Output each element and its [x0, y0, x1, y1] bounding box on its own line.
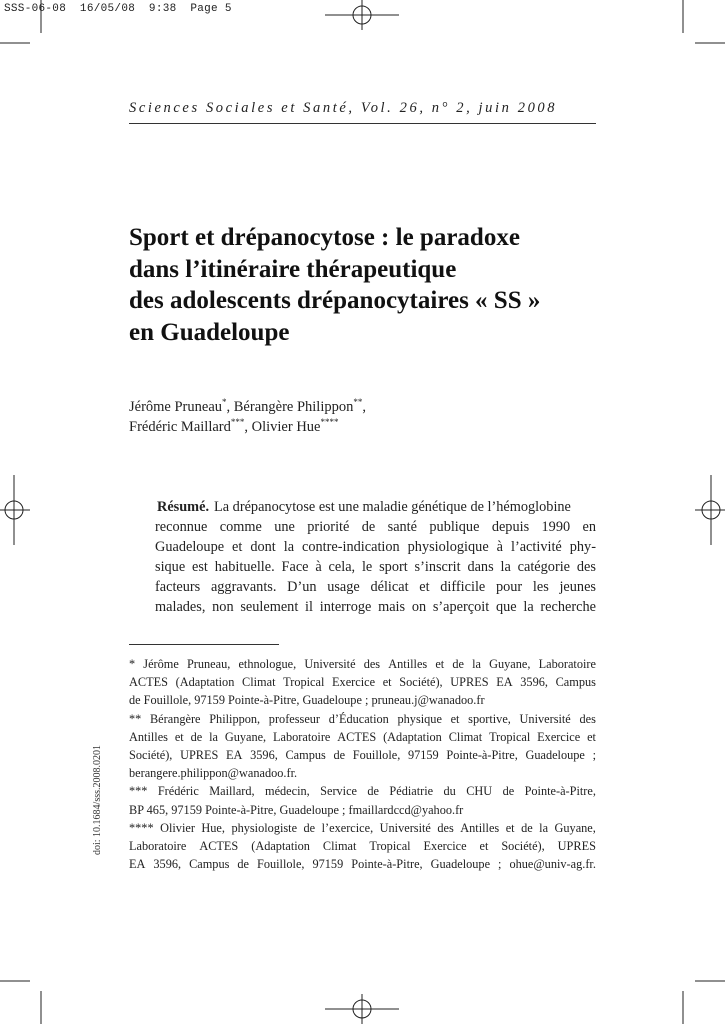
- footnote-line: ACTES (Adaptation Climat Tropical Exercice et Société), UPRES EA 3596, Campus: [129, 675, 596, 690]
- registration-mark-bottom: [325, 994, 399, 1024]
- title-line: en Guadeloupe: [129, 318, 290, 346]
- footnote-line: ** Bérangère Philippon, professeur d’Éducation physique et sportive, Université des: [129, 711, 596, 726]
- registration-mark-right: [695, 475, 725, 545]
- author-name: Olivier Hue: [251, 419, 321, 435]
- footnote-rule: [129, 644, 279, 645]
- abstract-line: reconnue comme une priorité de santé publique depuis 1990 en: [155, 519, 596, 535]
- footnote-line: berangere.philippon@wanadoo.fr.: [129, 766, 298, 781]
- footnote-line: EA 3596, Campus de Fouillole, 97159 Pointe-à-Pitre, Guadeloupe ; ohue@univ-ag.fr.: [129, 857, 596, 872]
- footnote-line: **** Olivier Hue, physiologiste de l’exercice, Université des Antilles et de la Guyane,: [129, 820, 596, 835]
- title-line: dans l’itinéraire thérapeutique: [129, 255, 457, 283]
- footnote-line: Laboratoire ACTES (Adaptation Climat Tropical Exercice et Société), UPRES: [129, 839, 596, 854]
- abstract-line: facteurs aggravants. D’un usage délicat et difficile pour les jeunes: [155, 579, 596, 595]
- footnote-line: *** Frédéric Maillard, médecin, Service de Pédiatrie du CHU de Pointe-à-Pitre,: [129, 784, 596, 799]
- footnotes: [129, 655, 596, 873]
- footnote-line: de Fouillole, 97159 Pointe-à-Pitre, Guadeloupe ; pruneau.j@wanadoo.fr: [129, 693, 485, 708]
- doi-text: doi: 10.1684/sss.2008.0201: [92, 744, 103, 855]
- author-marker: *: [222, 397, 227, 407]
- abstract-line: Guadeloupe et dont la contre-indication physiologique à l’activité phy-: [155, 539, 596, 555]
- abstract-line: La drépanocytose est une maladie génétique de l’hémoglobine: [214, 499, 571, 515]
- title-line: des adolescents drépanocytaires « SS »: [129, 287, 541, 314]
- registration-mark-top: [325, 0, 399, 30]
- abstract: [155, 497, 596, 617]
- abstract-line: sique est habituelle. Face à cela, le sport s’inscrit dans la catégorie des: [155, 559, 596, 575]
- running-head: Sciences Sociales et Santé, Vol. 26, n° 2, juin 2008: [129, 100, 558, 116]
- article-title: [129, 222, 609, 348]
- print-slug: SSS-06-08 16/05/08 9:38 Page 5: [4, 3, 232, 15]
- author-name: Frédéric Maillard: [129, 419, 231, 435]
- author-list: Jérôme Pruneau*, Bérangère Philippon**, Frédéric Maillard***, Olivier Hue****: [129, 397, 366, 435]
- author-name: Bérangère Philippon: [233, 399, 354, 415]
- author-marker: ****: [320, 417, 339, 427]
- abstract-keyword: Résumé.: [157, 499, 210, 515]
- author-marker: ***: [230, 417, 245, 427]
- footnote-line: Société), UPRES EA 3596, Campus de Fouillole, 97159 Pointe-à-Pitre, Guadeloupe ;: [129, 748, 596, 763]
- footnote-line: BP 465, 97159 Pointe-à-Pitre, Guadeloupe ; fmaillardccd@yahoo.fr: [129, 802, 464, 817]
- header-rule: [129, 123, 596, 124]
- footnote-line: Antilles et de la Guyane, Laboratoire ACTES (Adaptation Climat Tropical Exercice et: [129, 729, 596, 744]
- author-name: Jérôme Pruneau: [129, 399, 223, 415]
- footnote-line: * Jérôme Pruneau, ethnologue, Université des Antilles et de la Guyane, Laboratoire: [129, 657, 596, 671]
- registration-mark-left: [0, 475, 30, 545]
- abstract-line: malades, non seulement il interroge mais on s’aperçoit que la recherche: [155, 599, 596, 615]
- title-line: Sport et drépanocytose : le paradoxe: [129, 224, 520, 251]
- author-marker: **: [353, 397, 363, 407]
- doi-sidebar: [92, 733, 106, 855]
